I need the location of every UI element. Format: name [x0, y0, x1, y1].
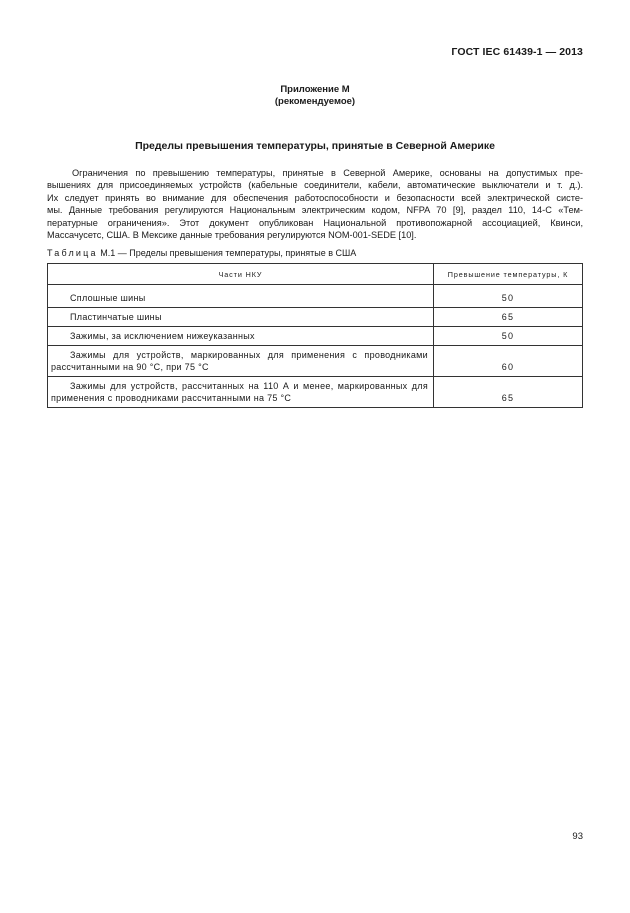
cell-rise: 50	[434, 327, 583, 346]
table-row	[48, 308, 583, 327]
column-header-rise: Превышение температуры, К	[434, 264, 583, 285]
table-caption	[47, 248, 356, 258]
cell-rise: 65	[434, 377, 583, 408]
document-header: ГОСТ IEC 61439-1 — 2013	[451, 46, 583, 58]
table-row	[48, 327, 583, 346]
cell-part: Зажимы, за исключением нижеуказанных	[48, 327, 434, 346]
table-header-row	[48, 264, 583, 285]
table-row	[48, 377, 583, 408]
annex-status: (рекомендуемое)	[274, 96, 356, 107]
table-caption-label: Таблица	[47, 248, 98, 258]
table-caption-text: М.1 — Пределы превышения температуры, принятые в США	[100, 248, 357, 258]
paragraph-line: Ограничения по превышению температуры, принятые в Северной Америке, основаны на допустимых пре-	[72, 168, 583, 178]
cell-part: Зажимы для устройств, рассчитанных на 110 А и менее, маркированных для применения с проводниками рассчитанными на 75 °С	[48, 377, 434, 408]
cell-part: Пластинчатые шины	[48, 308, 434, 327]
annex-title: Приложение М	[280, 84, 350, 95]
column-header-parts: Части НКУ	[48, 264, 434, 285]
annex-heading	[0, 84, 630, 108]
table-row	[48, 285, 583, 308]
paragraph-line: Их следует принять во внимание для обеспечения работоспособности и безопасности всей электрической систе-	[47, 192, 583, 203]
cell-part: Зажимы для устройств, маркированных для применения с проводниками рассчитанными на 90 °С, при 75 °С	[48, 346, 434, 377]
table-row	[48, 346, 583, 377]
cell-rise: 60	[434, 346, 583, 377]
paragraph-line: мы. Данные требования регулируются Национальным электрическим кодом, NFPA 70 [9], раздел 110, 14-С «Тем-	[47, 205, 583, 216]
body-paragraph	[47, 167, 583, 241]
cell-rise: 65	[434, 308, 583, 327]
paragraph-line: Массачусетс, США. В Мексике данные требования регулируются NOM-001-SEDE [10].	[47, 230, 417, 241]
cell-rise: 50	[434, 285, 583, 308]
temperature-rise-table	[47, 263, 583, 408]
paragraph-line: вышениях для присоединяемых устройств (кабельные соединители, кабели, автоматические выключатели и т. д.).	[47, 180, 583, 191]
page-number: 93	[572, 831, 583, 842]
section-title: Пределы превышения температуры, принятые в Северной Америке	[135, 140, 495, 152]
cell-part: Сплошные шины	[48, 285, 434, 308]
paragraph-line: пературные ограничения». Этот документ опубликован Национальной противопожарной ассоциацией, Квинси,	[47, 217, 583, 228]
